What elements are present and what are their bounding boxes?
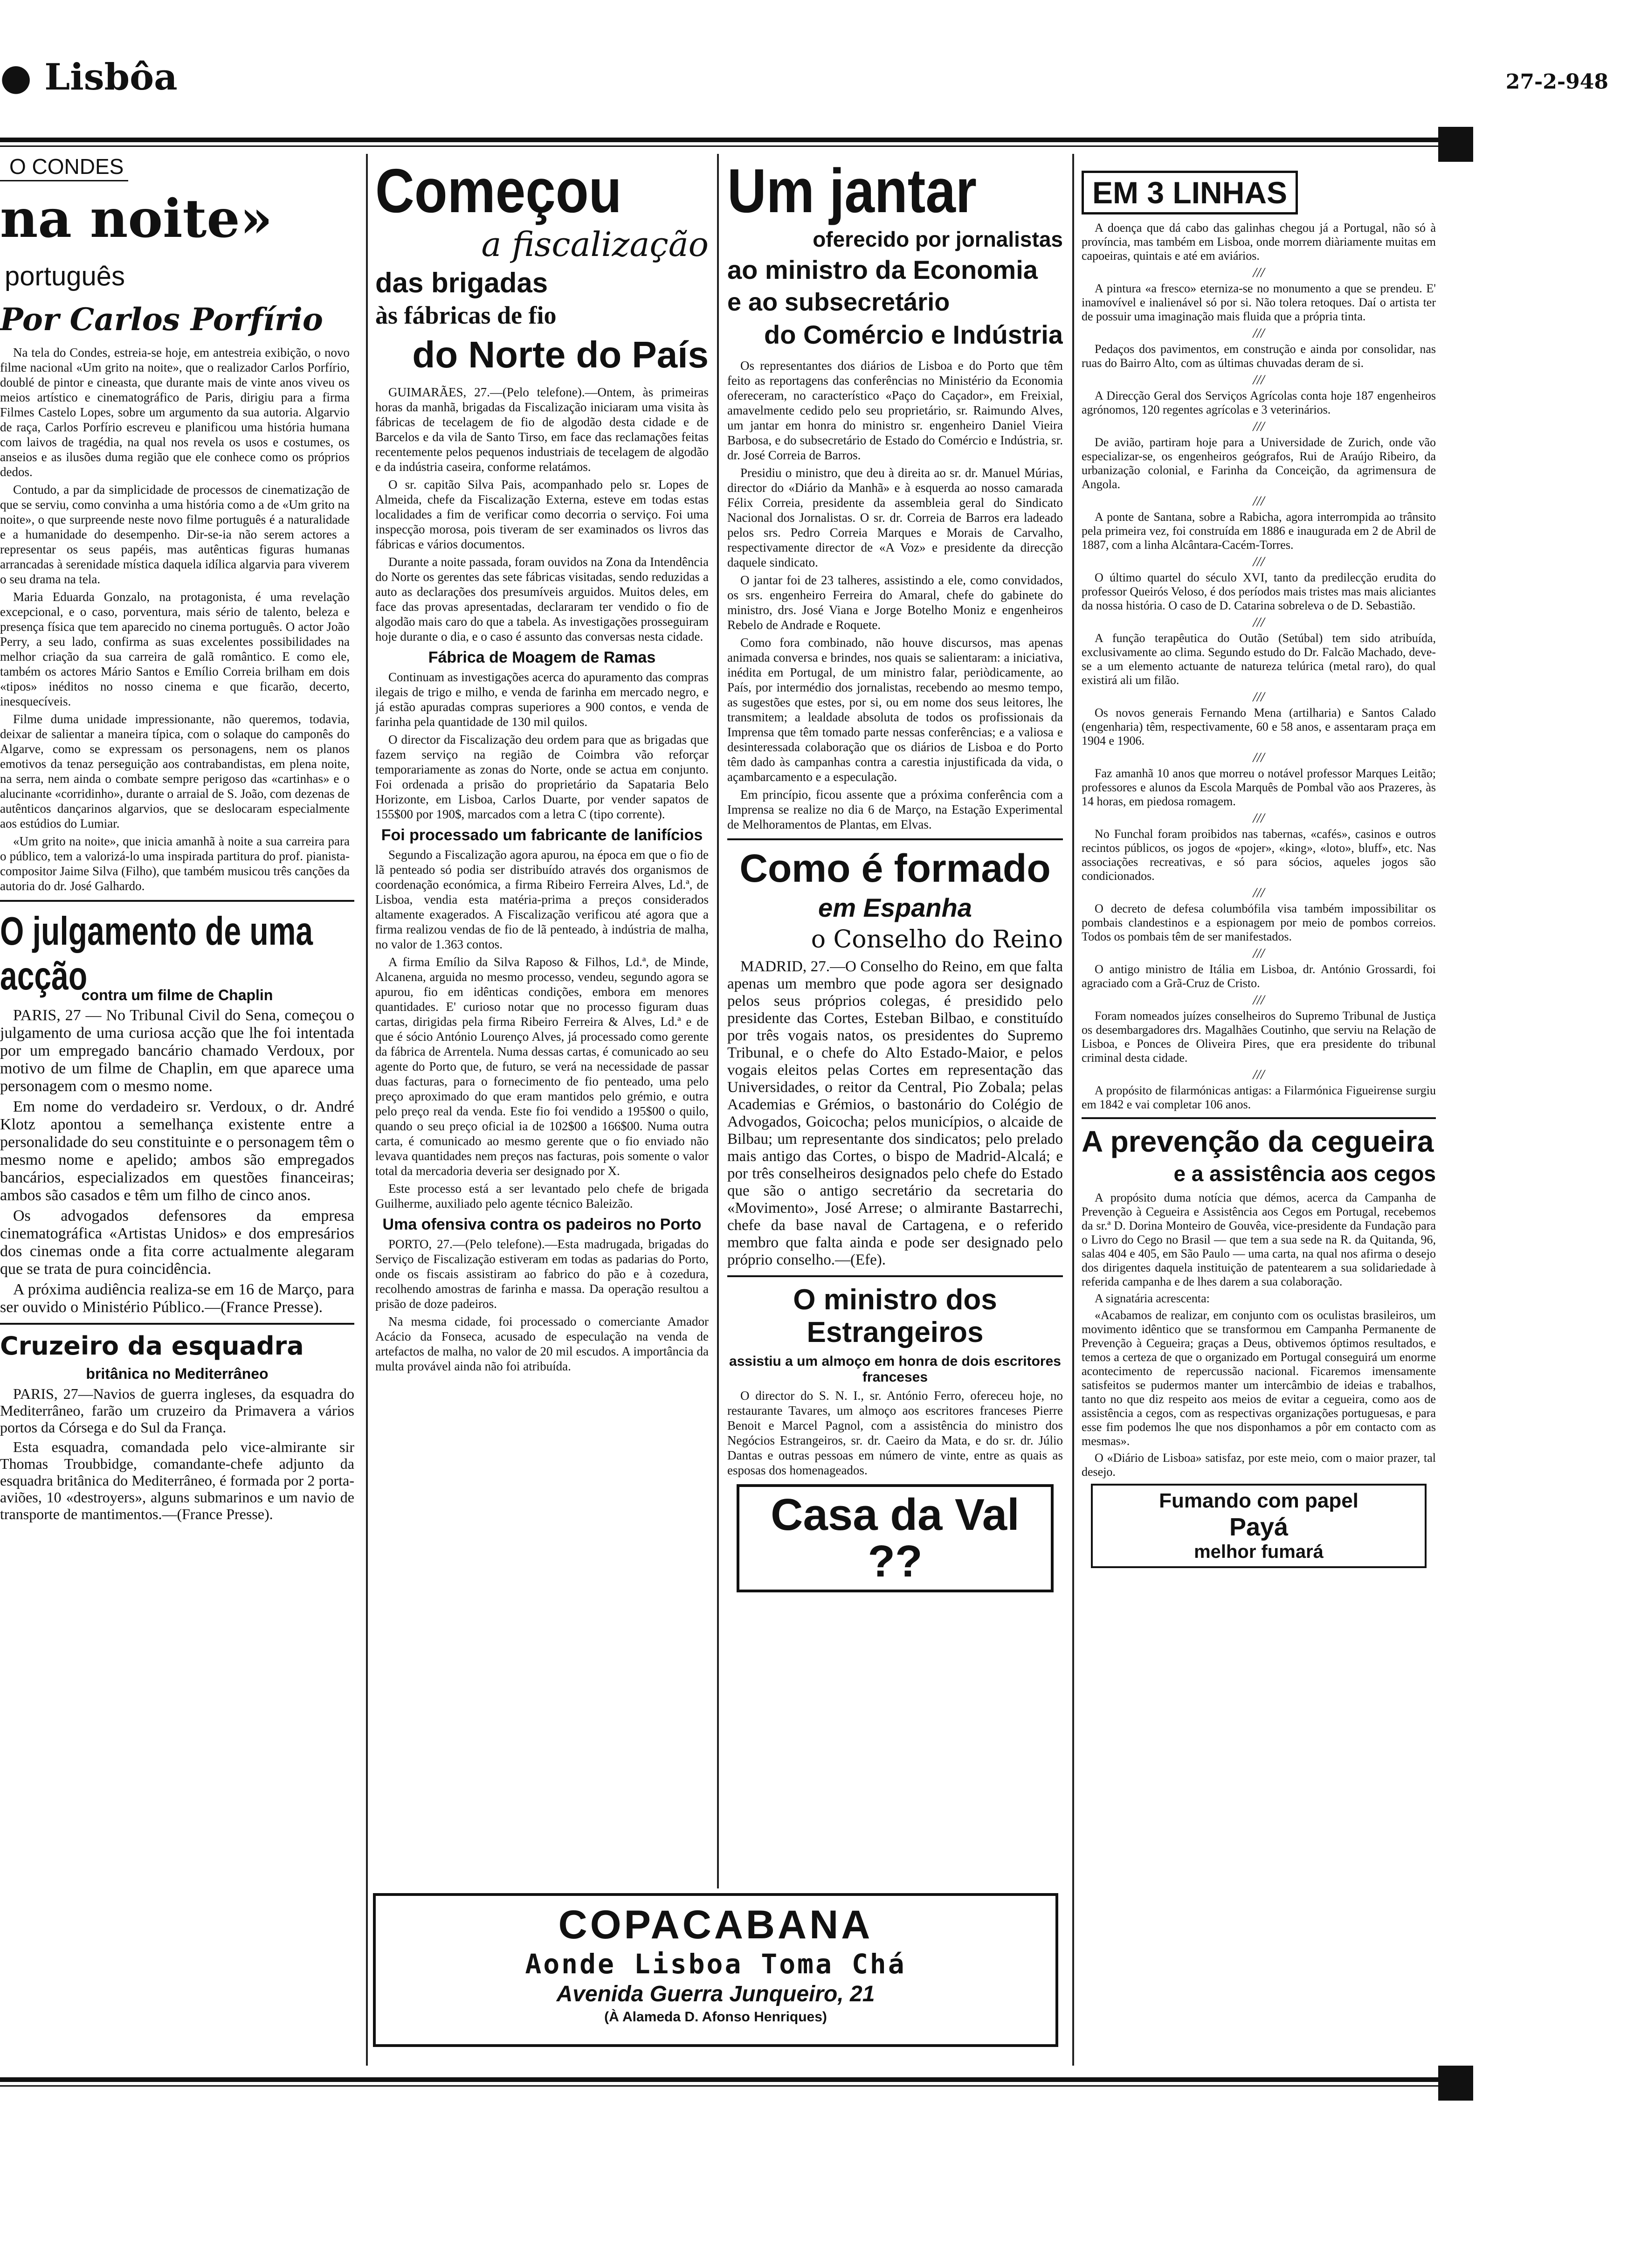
story2-headline-line3: o Conselho do Reino — [811, 926, 1063, 954]
paragraph: «Acabamos de realizar, em conjunto com os oculistas brasileiros, um movimento idêntico que se transformou em Campanha Permanente de Prevenção à Cegueira; graças a Deus, obtivemos óptimos resultados, e temos a certeza de que o organizado em Portugal conseguirá um enorme acontecimento de repercussão nacional. Ficaremos imensamente satisfeitos se pudermos manter um intercâmbio de ideias e trabalhos, tanto no que diz respeito aos meios de evitar a cegueira, como aos de assistência a cegos, com as respectivas organizações portuguesas, e para esse fim podemos lhe que nos disponhamos a pôr em contacto com as mesmas». — [1082, 1308, 1436, 1448]
paragraph: Maria Eduarda Gonzalo, na protagonista, é uma revelação excepcional, e o caso, porventura, mais sério de talento, beleza e presença física que tem aparecido no cinema português. O actor João Perry, a seu lado, confirma as suas excelentes possibilidades na melhor criação da sua carreira de galã romântico. E como ele, também os actores Mário Santos e Emílio Correia brilham em dois «tipos» inéditos no nosso cinema e que ficarão, decerto, inesquecíveis. — [0, 590, 350, 708]
brief-item: Faz amanhã 10 anos que morreu o notável professor Marques Leitão; professores e alunos da Escola Marquês de Pombal vão aos Prazeres, às 14 horas, em piedosa romagem. — [1082, 767, 1436, 808]
paragraph: GUIMARÃES, 27.—(Pelo telefone).—Ontem, às primeiras horas da manhã, brigadas da Fiscalização iniciaram uma visita às fábricas de tecelagem de fio de algodão desta cidade e de Barcelos e da vila de Santo Tirso, em face das reclamações feitas recentemente pelos pequenos industriais de tecelagem de algodão e da indústria caseira, conforme relatámos. — [375, 385, 709, 474]
paragraph: PARIS, 27—Navios de guerra ingleses, da esquadra do Mediterrâneo, farão um cruzeiro da Primavera a vários portos da Córsega e do Sul da França. — [0, 1385, 354, 1436]
brief-item: A função terapêutica do Outão (Setúbal) tem sido atribuída, exclusivamente ao clima. Segundo estudo do Dr. Falcão Machado, deve-se a um elemento actuante de natureza telúrica (metal raro), do qual existirá ali um filão. — [1082, 631, 1436, 687]
separator: /// — [1253, 372, 1265, 387]
copacabana-address: Avenida Guerra Junqueiro, 21 — [556, 1982, 875, 2006]
paragraph: O sr. capitão Silva Pais, acompanhado pelo sr. Lopes de Almeida, chefe da Fiscalização Externa, esteve em todas estas localidades a fim de verificar como decorria o serviço. Foi uma inspecção morosa, pois tiveram de ser examinados os livros das fábricas e vários documentos. — [375, 477, 709, 551]
copacabana-ad — [373, 1893, 1058, 2047]
column-3 — [727, 154, 1063, 1888]
paya-ad — [1091, 1484, 1427, 1568]
paragraph: Os advogados defensores da empresa cinematográfica «Artistas Unidos» e dos empresários dos cinemas onde a fita corre actualmente alegaram que se trata de pura coincidência. — [0, 1207, 354, 1278]
article-body — [0, 345, 354, 893]
story2-headline: A prevenção da cegueira — [1082, 1125, 1434, 1158]
story3-headline: O ministro dos Estrangeiros — [793, 1284, 997, 1348]
separator: /// — [1253, 750, 1265, 765]
paragraph: Na mesma cidade, foi processado o comerciante Amador Acácio da Fonseca, acusado de especulação na venda de artefactos de malha, no valor de 20 mil escudos. A importância da multa provável ainda não foi atribuída. — [375, 1314, 709, 1373]
paragraph: O director da Fiscalização deu ordem para que as brigadas que fazem serviço na região de Coimbra vão reforçar temporariamente as zonas do Norte, onde se actua em conjunto. Foi ordenada a prisão do proprietário da Sapataria Belo Horizonte, em Lisboa, Carlos Duarte, por vender sapatos de 155$00 por 190$, marcados com a letra C (tipo corrente). — [375, 733, 709, 821]
paragraph: «Um grito na noite», que inicia amanhã à noite a sua carreira para o público, tem a valorizá-lo uma inspirada partitura do prof. pianista-compositor Jaime Silva (Filho), que também musicou três canções da autoria do dr. José Galhardo. — [0, 834, 350, 893]
separator: /// — [1253, 810, 1265, 826]
paragraph: Contudo, a par da simplicidade de processos de cinematização de que se serviu, como convinha a uma história como a de «Um grito na noite», o que surpreende neste novo filme português é a naturalidade e a humanidade do desempenho. Dir-se-ia não serem actores a representar os seus papéis, mas autênticas figuras humanas arrancadas à serenidade mística daquela idílica algarvia para viverem o seu drama na tela. — [0, 483, 350, 586]
story2-subhead: contra um filme de Chaplin — [81, 987, 273, 1003]
paragraph: Em princípio, ficou assente que a próxima conferência com a Imprensa se realize no dia 6 de Março, na Estação Experimental de Melhoramentos de Plantas, em Elvas. — [727, 788, 1063, 831]
separator: /// — [1253, 493, 1265, 509]
rule — [727, 1275, 1063, 1277]
paragraph: Esta esquadra, comandada pelo vice-almirante sir Thomas Troubbidge, comandante-chefe adjunto da esquadra britânica do Mediterrâneo, é formada por 2 porta-aviões, 10 «destroyers», alguns submarinos e um navio de transporte de mantimentos.—(France Presse). — [0, 1438, 354, 1522]
section-title: EM 3 LINHAS — [1082, 171, 1298, 214]
paragraph: Filme duma unidade impressionante, não queremos, todavia, deixar de salientar a maneira típica, com o solaque do camponês do Algarve, como se expressam os personagens, nem os planos emotivos da tenaz perseguição aos contrabandistas, em plena noite, na serra, nem ainda o combate sempre perigoso das «cartinhas» e o alucinante «corridinho», durante o arraial de S. João, com dezenas de autênticos dançarinos algarvios, que se deslocaram especialmente aos estúdios do Lumiar. — [0, 712, 350, 830]
paragraph: Os representantes dos diários de Lisboa e do Porto que têm feito as reportagens das conferências no Ministério da Economia ofereceram, no característico «Paço do Caçador», em Freixial, amavelmente cedido pelo seu proprietário, sr. Raimundo Alves, um jantar em honra do ministro sr. engenheiro Daniel Vieira Barbosa, e do subsecretário de Estado do Comércio e Indústria, sr. dr. José Correia de Barros. — [727, 359, 1063, 462]
paragraph: Em nome do verdadeiro sr. Verdoux, o dr. André Klotz apontou a semelhança existente entre a personalidade do seu constituinte e o personagem têm o mesmo nome e apelido; ambos são empregados bancários, especializados em questões financeiras; ambos são casados e têm um filho de cinco anos. — [0, 1098, 354, 1204]
brief-item: Foram nomeados juízes conselheiros do Supremo Tribunal de Justiça os desembargadores drs. Magalhães Coutinho, que serviu na Relação de Lisboa, e Ponces de Oliveira Pires, que era presidente do tribunal criminal desta cidade. — [1082, 1009, 1436, 1065]
column-4 — [1082, 154, 1436, 2066]
headline: Começou — [375, 156, 622, 226]
subheadline: português — [5, 261, 125, 291]
article-body — [375, 847, 709, 1211]
article-body — [727, 358, 1063, 832]
paragraph: Durante a noite passada, foram ouvidos na Zona da Intendência do Norte os gerentes das sete fábricas visitadas, sendo reduzidas a auto as declarações dos presumíveis arguidos. Muitos deles, em face das provas apresentadas, declararam ter vendido o fio de algodão mais caro do que a tabela. As investigações prosseguiram hoje durante o dia, e o caso é assunto das conversas nesta cidade. — [375, 555, 709, 643]
top-rule — [0, 138, 1450, 142]
separator: /// — [1253, 885, 1265, 900]
subhead: Uma ofensiva contra os padeiros no Porto — [382, 1216, 702, 1233]
headline-line4: e ao subsecretário — [727, 288, 950, 316]
paragraph: A firma Emílio da Silva Raposo & Filhos, Ld.ª, de Minde, Alcanena, arguida no mesmo processo, vendeu, segundo agora se apurou, fio em idênticas condições, embora em menores quantidades. E' curioso notar que no processo figuram duas cartas, dirigidas pela firma Ribeiro Ferreira & Alves, Ld.ª e de que é sócio António Lourenço Alves, já processado como gerente da fábrica de Arrentela. Numa dessas cartas, é comunicado ao seu agente do Porto que, de futuro, se verá na necessidade de passar duas facturas, para o fornecimento de fio penteado, uma pelo preço aproximado do que eram mantidos pelo grémio, e outra pelo preço real da venda. Este fio foi vendido a 195$00 o quilo, quando o seu preço oficial ia de 102$00 a 166$00. Numa outra carta, é comunicado ao mesmo gerente que o fio enviado não levava quantidades nem preços nas facturas, pois somente o valor total da mercadoria deveria ser designado por X. — [375, 955, 709, 1178]
page-date: 27-2-948 — [1505, 70, 1608, 94]
headline-line4: às fábricas de fio — [375, 301, 557, 329]
brief-item: De avião, partiram hoje para a Universidade de Zurich, onde vão especializar-se, os engenheiros geógrafos, Rui de Araújo Ribeiro, da urbanização colonial, e Farinha da Conceição, da agrimensura de Angola. — [1082, 436, 1436, 491]
bottom-rule — [0, 2077, 1450, 2082]
rule — [1082, 1117, 1436, 1119]
brief-item: A propósito de filarmónicas antigas: a Filarmónica Figueirense surgiu em 1842 e vai completar 106 anos. — [1082, 1084, 1436, 1111]
column-2 — [375, 154, 709, 1888]
brief-item: A pintura «a fresco» eterniza-se no monumento a que se prendeu. E' inamovível e inalienável só por si. Não tolera retoques. Daí o artista ter de possuir uma imaginação mais fluida que a própria tinta. — [1082, 282, 1436, 323]
corner-block-top — [1438, 127, 1473, 162]
story3-subhead: britânica no Mediterrâneo — [86, 1365, 269, 1382]
brief-item: A Direcção Geral dos Serviços Agrícolas conta hoje 187 engenheiros agrónomos, 120 regentes agrícolas e 3 veterinários. — [1082, 389, 1436, 416]
paragraph: MADRID, 27.—O Conselho do Reino, em que falta apenas um membro que pode agora ser designado pelos seus próprios colegas, é presidido pelo presidente das Cortes, Esteban Bilbao, e constituído por três vogais natos, os presidentes do Supremo Tribunal, e o chefe do Alto Estado-Maior, e pelos vogais eleitos pelas Cortes em representação das Universidades, o reitor da Central, Pio Zobala; pelas Academias e Grémios, o bastonário do Colégio de Advogados, Goicocha; pelos municípios, o alcaide de Bilbau; um representante dos sindicatos; pelo prelado mais antigo das Cortes, o bispo de Madrid-Alcalá; e por três conselheiros designados pelo chefe do Estado que são o antigo secretário da secretaria do «Movimento», José Arrese; o almirante Bastarrechi, chefe da base naval de Cartagena, e o referido membro que falta ainda e pode ser designado pelo próprio conselho.—(Efe). — [727, 958, 1063, 1268]
subhead: Fábrica de Moagem de Ramas — [428, 649, 656, 666]
kicker: O CONDES — [0, 154, 128, 181]
separator: /// — [1253, 554, 1265, 569]
article-body — [375, 1237, 709, 1374]
headline-line3: ao ministro da Economia — [727, 255, 1038, 284]
brief-item: A doença que dá cabo das galinhas chegou já a Portugal, não só à província, mas também em Lisboa, onde morrem diàriamente muitas em capoeiras, quintais e até em aviários. — [1082, 221, 1436, 263]
article-body — [375, 670, 709, 822]
separator: /// — [1253, 1067, 1265, 1082]
paragraph: A propósito duma notícia que démos, acerca da Campanha de Prevenção à Cegueira e Assistência aos Cegos em Portugal, recebemos da sr.ª D. Dorina Monteiro de Gouvêa, vice-presidente da Fundação para o Livro do Cego no Brasil — que tem a sua sede na R. da Quitanda, 96, salas 404 e 405, em São Paulo — uma carta, na qual nos afirma o desejo dos dirigentes daquela instituição de patentearem a sua solidariedade à referida campanha e de lhes darem a sua colaboração. — [1082, 1191, 1436, 1288]
paragraph: PORTO, 27.—(Pelo telefone).—Esta madrugada, brigadas do Serviço de Fiscalização estiveram em todas as padarias do Porto, onde os fiscais assistiram ao fabrico do pão e à cozedura, recolhendo amostras de farinha e massa. Da operação resultou a prisão de doze padeiros. — [375, 1237, 709, 1311]
separator: /// — [1253, 325, 1265, 341]
corner-block-bottom — [1438, 2066, 1473, 2101]
separator: /// — [1253, 419, 1265, 434]
paragraph: Presidiu o ministro, que deu à direita ao sr. dr. Manuel Múrias, director do «Diário da Manhã» e à esquerda ao nosso camarada Félix Correia, presidente da assembleia geral do Sindicato Nacional dos Jornalistas. O sr. dr. Correia de Barros era ladeado pelos srs. Pedro Correia Marques e Morais de Carvalho, respectivamente director de «A Voz» e presidente da direcção daquele sindicato. — [727, 466, 1063, 569]
column-divider-3 — [1072, 154, 1074, 2066]
byline: Por Carlos Porfírio — [0, 301, 323, 338]
story3-body — [0, 1385, 354, 1522]
briefs-list — [1082, 221, 1436, 1112]
copacabana-title: COPACABANA — [558, 1902, 873, 1947]
article-body — [375, 385, 709, 644]
story2-headline-line2: e a assistência aos cegos — [1173, 1162, 1436, 1186]
separator: /// — [1253, 265, 1265, 280]
story3-subhead: assistiu a um almoço em honra de dois escritores franceses — [729, 1354, 1061, 1385]
paya-ad-line2: Payá — [1229, 1513, 1289, 1541]
copacabana-address-note: (À Alameda D. Afonso Henriques) — [604, 2009, 827, 2025]
brief-item: O antigo ministro de Itália em Lisboa, dr. António Grossardi, foi agraciado com a Grã-Cruz de Cristo. — [1082, 962, 1436, 990]
separator: /// — [1253, 992, 1265, 1008]
rule — [0, 900, 354, 902]
masthead: ● Lisbôa — [0, 56, 178, 98]
brief-item: Pedaços dos pavimentos, em construção e ainda por consolidar, nas ruas do Bairro Alto, com as últimas chuvadas deram de si. — [1082, 342, 1436, 370]
brief-item: No Funchal foram proibidos nas tabernas, «cafés», casinos e outros recintos públicos, os jogos de «pojer», «king», «loto», bluff», etc. Nas associações recreativas, e só para sócios, aqueles jogos são condicionados. — [1082, 827, 1436, 883]
brief-item: Os novos generais Fernando Mena (artilharia) e Santos Calado (engenharia) têm, respectivamente, 60 e 58 anos, e assentaram praça em 1904 e 1906. — [1082, 706, 1436, 747]
separator: /// — [1253, 615, 1265, 630]
paya-ad-line1: Fumando com papel — [1159, 1489, 1358, 1512]
masthead-title: Lisbôa — [44, 56, 178, 98]
brief-item: O último quartel do século XVI, tanto da predilecção erudita do professor Queirós Veloso, é dos períodos mais tristes mas mais aliciantes da nossa história. O caso de D. Catarina sobreleva o de D. Sebastião. — [1082, 571, 1436, 612]
story3-headline: Cruzeiro da esquadra — [0, 1331, 304, 1361]
casa-da-val-ad — [737, 1484, 1054, 1592]
headline-line5: do Norte do País — [412, 334, 709, 375]
bottom-rule-thin — [0, 2085, 1450, 2087]
column-divider-2 — [717, 154, 719, 1888]
rule — [0, 1323, 354, 1325]
paragraph: O jantar foi de 23 talheres, assistindo a ele, como convidados, os srs. engenheiro Ferreira do Amaral, chefe do gabinete do ministro, drs. José Viana e Jorge Botelho Moniz e engenheiros Rebelo de Andrade e Roquete. — [727, 573, 1063, 632]
paragraph: A próxima audiência realiza-se em 16 de Março, para ser ouvido o Ministério Público.—(France Presse). — [0, 1281, 354, 1316]
paragraph: Continuam as investigações acerca do apuramento das compras ilegais de trigo e milho, e venda de farinha em mercado negro, e já estão apuradas compras superiores a 900 contos, e venda de farinha pela quantidade de 130 mil quilos. — [375, 670, 709, 729]
column-divider-1 — [366, 154, 368, 2066]
paragraph: A signatária acrescenta: — [1095, 1292, 1210, 1305]
casa-da-val-text: Casa da Val ?? — [771, 1490, 1020, 1586]
paragraph: Na tela do Condes, estreia-se hoje, em antestreia exibição, o novo filme nacional «Um grito na noite», que o realizador Carlos Porfírio, doublé de pintor e cineasta, que durante mais de vinte anos viveu os meios artístico e cinematográfico de Paris, dirigiu para a firma Filmes Castelo Lopes, sobre um argumento da sua autoria. Algarvio de raça, Carlos Porfírio escreveu e planificou uma história humana com laivos de tragédia, na qual nos revela os usos e costumes, os anseios e as ilusões duma região que ele conhece como os próprios dedos. — [0, 346, 350, 479]
paya-ad-line3: melhor fumará — [1194, 1542, 1324, 1562]
paragraph: Como fora combinado, não houve discursos, mas apenas animada conversa e brindes, nos quais se salientaram: a iniciativa, inédita em Portugal, de um ministro falar, periòdicamente, ao País, por intermédio dos jornalistas, recebendo ao mesmo tempo, as sugestões que estes, por si, ou em nome dos seus leitores, lhe transmitem; a lealdade absoluta de todos os profissionais da Imprensa que têm tomado parte nessas conferências; e a valiosa e desinteressada colaboração que os diários de Lisboa e do Porto têm dado às campanhas contra a carestia injustificada da vida, o açambarcamento e a especulação. — [727, 636, 1063, 784]
paragraph: PARIS, 27 — No Tribunal Civil do Sena, começou o julgamento de uma curiosa acção que lhe foi intentada por um empregado bancário chamado Verdoux, por motivo de um filme de Chaplin, em que aparece uma personagem com o mesmo nome. — [0, 1007, 354, 1095]
story2-headline-line2: em Espanha — [818, 893, 972, 922]
headline-line2: oferecido por jornalistas — [813, 227, 1063, 251]
headline-line2: a fiscalização — [481, 225, 709, 264]
paragraph: Este processo está a ser levantado pelo chefe de brigada Guilherme, auxiliado pelo agente técnico Baleizão. — [375, 1182, 709, 1210]
paragraph: Segundo a Fiscalização agora apurou, na época em que o fio de lã penteado só podia ser distribuído através dos organismos de coordenação económica, a firma Ribeiro Ferreira Alves, Ld.ª, de Lisboa, vendia esta matéria-prima a preços considerados altamente exagerados. A Fiscalização verificou até agora que a firma realizou vendas de fio de lã penteado, à indústria de malha, no valor de 1.363 contos. — [375, 848, 709, 951]
story3-body — [727, 1388, 1063, 1478]
separator: /// — [1253, 946, 1265, 961]
story2-body — [727, 958, 1063, 1269]
rule — [727, 838, 1063, 840]
subhead: Foi processado um fabricante de lanifícios — [381, 826, 703, 844]
story2-headline: O julgamento de uma acção — [0, 908, 313, 998]
story2-headline: Como é formado — [739, 846, 1051, 890]
top-rule-thin — [0, 145, 1450, 147]
copacabana-slogan: Aonde Lisboa Toma Chá — [525, 1948, 906, 1980]
column-1 — [0, 154, 354, 2066]
paragraph: O director do S. N. I., sr. António Ferro, ofereceu hoje, no restaurante Tavares, um almoço aos escritores franceses Pierre Benoit e Marcel Pagnol, com a assistência do ministro dos Negócios Estrangeiros, sr. dr. Caeiro da Mata, e do sr. dr. Júlio Dantas e outras pessoas em número de vinte, entre as quais as esposas dos homenageados. — [727, 1389, 1063, 1477]
paragraph: O «Diário de Lisboa» satisfaz, por este meio, com o maior prazer, tal desejo. — [1082, 1451, 1436, 1479]
headline-line5: do Comércio e Indústria — [764, 320, 1063, 349]
separator: /// — [1253, 689, 1265, 705]
story2-body — [1082, 1191, 1436, 1479]
headline: na noite» — [0, 188, 273, 249]
brief-item: A ponte de Santana, sobre a Rabicha, agora interrompida ao trânsito pela primeira vez, foi construída em 1886 e inaugurada em 2 de Abril de 1887, com a linha Alcântara-Cacém-Torres. — [1082, 510, 1436, 552]
story2-body — [0, 1007, 354, 1316]
headline-line3: das brigadas — [375, 267, 548, 298]
headline: Um jantar — [727, 156, 977, 226]
brief-item: O decreto de defesa columbófila visa também impossibilitar os pombais clandestinos e a espionagem por meio de pombos correios. Todos os pombais têm de ser manifestados. — [1082, 902, 1436, 943]
